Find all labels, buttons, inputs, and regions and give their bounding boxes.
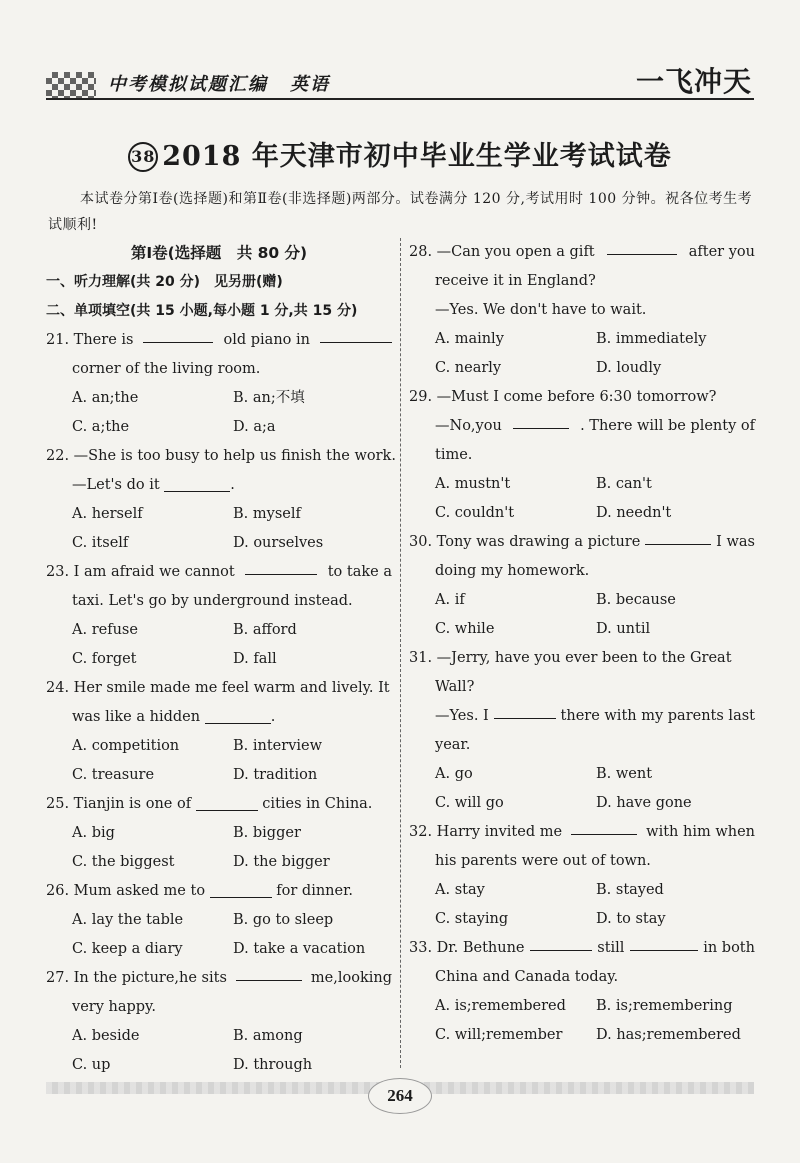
options-row	[46, 761, 392, 790]
options-row	[409, 992, 755, 1021]
options-row	[46, 616, 392, 645]
brand-logo: 一飞冲天	[635, 65, 752, 98]
options-row	[46, 906, 392, 935]
options-row	[409, 499, 755, 528]
question-text: receive it in England?	[435, 273, 596, 289]
question-text-line	[46, 471, 392, 500]
question-text: 32. Harry invited me	[409, 824, 563, 840]
question-text: his parents were out of town.	[435, 853, 651, 869]
question-text: 21. There is	[46, 332, 134, 348]
question-text: very happy.	[72, 999, 156, 1015]
question-text-line	[46, 674, 392, 703]
answer-blank	[164, 475, 230, 492]
question-22	[46, 442, 396, 558]
option-c: C. treasure	[72, 767, 155, 783]
options-row	[46, 384, 392, 413]
question-text: 33. Dr. Bethune	[409, 940, 525, 956]
question-text-line	[46, 703, 392, 732]
options-row	[409, 760, 755, 789]
question-text: me,looking	[310, 970, 392, 986]
answer-blank	[205, 707, 271, 724]
question-text-line	[46, 877, 392, 906]
option-d: D. take a vacation	[233, 941, 366, 957]
option-c: C. the biggest	[72, 854, 175, 870]
option-c: C. will;remember	[435, 1027, 563, 1043]
question-25	[46, 790, 392, 877]
question-text-line	[409, 412, 755, 441]
question-text-line	[409, 818, 755, 847]
option-a: A. stay	[435, 882, 485, 898]
question-text-line	[46, 326, 392, 355]
options-row	[46, 1051, 392, 1080]
question-text: 23. I am afraid we cannot	[46, 564, 235, 580]
exam-title-text: 2018 年天津市初中毕业生学业考试试卷	[162, 141, 672, 172]
question-21	[46, 326, 392, 442]
question-text-line	[409, 383, 755, 412]
question-text: time.	[435, 447, 473, 463]
question-text: year.	[435, 737, 471, 753]
answer-blank	[513, 412, 569, 429]
question-text: —Yes. I	[435, 708, 489, 724]
question-text: old piano in	[223, 332, 310, 348]
question-text: in both	[703, 940, 755, 956]
question-24	[46, 674, 392, 790]
question-text-line	[409, 702, 755, 731]
question-text-line	[409, 644, 755, 673]
right-column	[409, 238, 755, 1050]
option-d: D. tradition	[233, 767, 318, 783]
option-a: A. competition	[72, 738, 180, 754]
question-text: with him when	[646, 824, 755, 840]
option-b: B. an;不填	[233, 390, 305, 406]
option-d: D. a;a	[233, 419, 276, 435]
option-b: B. can't	[596, 476, 652, 492]
question-text: 29. —Must I come before 6:30 tomorrow?	[409, 389, 717, 405]
question-text-line	[46, 964, 392, 993]
answer-blank	[571, 818, 637, 835]
question-text-line	[46, 442, 396, 471]
question-text: Wall?	[435, 679, 475, 695]
option-c: C. keep a diary	[72, 941, 183, 957]
options-row	[409, 586, 755, 615]
option-d: D. fall	[233, 651, 277, 667]
options-row	[46, 500, 392, 529]
question-text-line	[409, 557, 755, 586]
option-b: B. immediately	[596, 331, 707, 347]
section-title: 第Ⅰ卷(选择题 共 80 分)	[130, 244, 308, 262]
option-c: C. forget	[72, 651, 137, 667]
options-row	[46, 413, 392, 442]
option-a: A. beside	[72, 1028, 140, 1044]
option-a: A. mustn't	[435, 476, 511, 492]
question-text-line	[46, 790, 392, 819]
question-text: .	[270, 709, 276, 725]
series-name: 中考模拟试题汇编	[108, 74, 268, 95]
option-c: C. will go	[435, 795, 504, 811]
page-number: 264	[368, 1078, 432, 1114]
option-a: A. if	[435, 592, 465, 608]
question-text: there with my parents last	[560, 708, 755, 724]
question-text: for dinner.	[271, 883, 354, 899]
option-c: C. staying	[435, 911, 509, 927]
options-row	[409, 905, 755, 934]
option-d: D. have gone	[596, 795, 692, 811]
question-text: 27. In the picture,he sits	[46, 970, 227, 986]
question-text: . There will be plenty of	[580, 418, 755, 434]
part-listening: 一、听力理解(共 20 分) 见另册(赠)	[46, 274, 283, 290]
option-b: B. among	[233, 1028, 303, 1044]
options-row	[409, 615, 755, 644]
question-text: 25. Tianjin is one of	[46, 796, 196, 812]
option-b: B. stayed	[596, 882, 664, 898]
question-23	[46, 558, 392, 674]
exam-instructions: 本试卷分第Ⅰ卷(选择题)和第Ⅱ卷(非选择题)两部分。试卷满分 120 分,考试用时 100 分钟。祝各位考生考试顺利!	[48, 191, 753, 233]
option-c: C. nearly	[435, 360, 502, 376]
option-a: A. mainly	[435, 331, 504, 347]
option-b: B. myself	[233, 506, 301, 522]
answer-blank	[245, 558, 317, 575]
option-b: B. bigger	[233, 825, 301, 841]
option-d: D. the bigger	[233, 854, 330, 870]
option-b: B. went	[596, 766, 653, 782]
question-27	[46, 964, 392, 1080]
option-c: C. itself	[72, 535, 129, 551]
answer-blank	[320, 326, 392, 343]
question-26	[46, 877, 392, 964]
option-d: D. to stay	[596, 911, 666, 927]
option-a: A. is;remembered	[435, 998, 566, 1014]
option-a: A. refuse	[72, 622, 138, 638]
option-d: D. until	[596, 621, 651, 637]
option-a: A. go	[435, 766, 473, 782]
options-row	[409, 789, 755, 818]
subject-name: 英语	[290, 74, 330, 95]
option-c: C. a;the	[72, 419, 130, 435]
question-31	[409, 644, 755, 818]
question-text: cities in China.	[257, 796, 373, 812]
question-30	[409, 528, 755, 644]
question-text-line	[46, 587, 392, 616]
option-a: A. herself	[72, 506, 143, 522]
part-single-choice: 二、单项填空(共 15 小题,每小题 1 分,共 15 分)	[46, 303, 358, 319]
question-29	[409, 383, 755, 528]
answer-blank	[210, 881, 272, 898]
question-text: —No,you	[435, 418, 502, 434]
answer-blank	[143, 326, 213, 343]
answer-blank	[607, 238, 677, 255]
question-text: to take a	[327, 564, 392, 580]
answer-blank	[530, 934, 592, 951]
question-text-line	[409, 238, 755, 267]
question-text: .	[230, 477, 235, 493]
question-text: 26. Mum asked me to	[46, 883, 210, 899]
question-text-line	[409, 528, 755, 557]
header-series-title	[108, 70, 330, 96]
answer-blank	[630, 934, 698, 951]
option-b: B. interview	[233, 738, 323, 754]
option-c: C. while	[435, 621, 495, 637]
question-text: 30. Tony was drawing a picture	[409, 534, 641, 550]
options-row	[409, 876, 755, 905]
options-row	[46, 732, 392, 761]
options-row	[46, 848, 392, 877]
option-d: D. through	[233, 1057, 313, 1073]
question-text: 28. —Can you open a gift	[409, 244, 595, 260]
question-text-line	[409, 934, 755, 963]
exam-title	[0, 134, 800, 173]
question-text: 22. —She is too busy to help us finish the work.	[46, 448, 396, 464]
option-c: C. couldn't	[435, 505, 515, 521]
column-divider	[400, 238, 401, 1068]
option-d: D. loudly	[596, 360, 662, 376]
question-32	[409, 818, 755, 934]
options-row	[46, 819, 392, 848]
question-33	[409, 934, 755, 1050]
options-row	[409, 470, 755, 499]
question-text: taxi. Let's go by underground instead.	[72, 593, 353, 609]
option-d: D. ourselves	[233, 535, 324, 551]
option-a: A. an;the	[72, 390, 139, 406]
question-text: corner of the living room.	[72, 361, 261, 377]
option-c: C. up	[72, 1057, 111, 1073]
question-text-line	[409, 963, 755, 992]
question-text-line	[409, 673, 755, 702]
option-b: B. afford	[233, 622, 297, 638]
question-text-line	[409, 296, 755, 325]
question-text: was like a hidden	[72, 709, 205, 725]
question-text-line	[46, 993, 392, 1022]
question-text: I was	[716, 534, 755, 550]
options-row	[46, 935, 392, 964]
question-text: China and Canada today.	[435, 969, 619, 985]
options-row	[46, 1022, 392, 1051]
options-row	[46, 529, 392, 558]
header-pattern-icon	[46, 72, 96, 98]
question-text: —Let's do it	[72, 477, 165, 493]
question-text-line	[46, 558, 392, 587]
option-a: A. big	[72, 825, 115, 841]
exam-number-badge: 38	[128, 142, 158, 172]
question-text-line	[409, 731, 755, 760]
question-text: after you	[688, 244, 755, 260]
option-b: B. go to sleep	[233, 912, 334, 928]
answer-blank	[494, 702, 556, 719]
question-28	[409, 238, 755, 383]
option-d: D. has;remembered	[596, 1027, 741, 1043]
options-row	[46, 645, 392, 674]
question-text-line	[409, 847, 755, 876]
options-row	[409, 1021, 755, 1050]
option-a: A. lay the table	[72, 912, 184, 928]
question-text: 31. —Jerry, have you ever been to the Great	[409, 650, 732, 666]
option-b: B. is;remembering	[596, 998, 733, 1014]
answer-blank	[196, 794, 258, 811]
answer-blank	[236, 964, 302, 981]
left-column	[46, 238, 396, 1080]
option-d: D. needn't	[596, 505, 672, 521]
question-text-line	[409, 267, 755, 296]
question-text: doing my homework.	[435, 563, 590, 579]
question-text-line	[46, 355, 392, 384]
question-text: still	[597, 940, 625, 956]
option-b: B. because	[596, 592, 676, 608]
question-text-line	[409, 441, 755, 470]
options-row	[409, 354, 755, 383]
options-row	[409, 325, 755, 354]
answer-blank	[645, 528, 711, 545]
header-divider	[46, 98, 754, 100]
question-text: 24. Her smile made me feel warm and lively. It	[46, 680, 390, 696]
question-text: —Yes. We don't have to wait.	[435, 302, 647, 318]
